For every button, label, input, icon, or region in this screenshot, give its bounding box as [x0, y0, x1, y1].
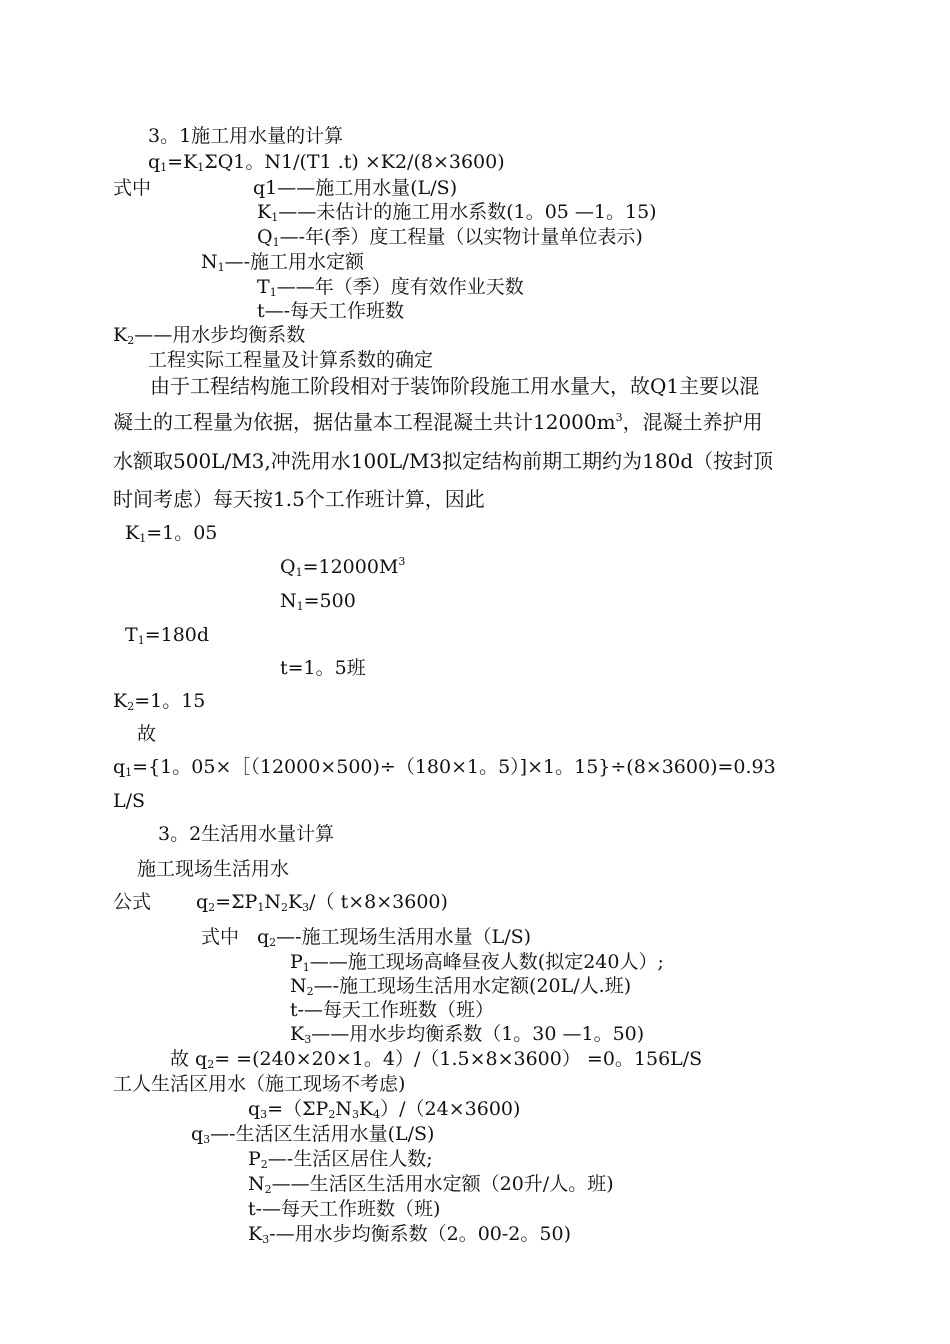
def-Q1: $Q_1—-$年(季）度工程量（以实物计量单位表示)	[257, 226, 643, 249]
para-line-1: 由于工程结构施工阶段相对于装饰阶段施工用水量大，故Q1主要以混	[150, 374, 760, 398]
subhead-quantity: 工程实际工程量及计算系数的确定	[148, 349, 434, 371]
result-q1-unit: L/S	[113, 790, 146, 812]
where-label: 式中	[113, 177, 152, 199]
def-t-2: t-—每天工作班数（班）	[290, 999, 495, 1021]
formula-q2: $q_2=\Sigma P_1N_2K_3/$（ t×8×3600)	[196, 891, 448, 914]
value-Q1: $Q_1=12000M^3$	[280, 555, 406, 579]
def-q1: q1——施工用水量(L/S)	[253, 177, 458, 199]
def-k1: $K_1——$未估计的施工用水系数(1。05 —1。15)	[257, 201, 657, 224]
def-N1: $N_1—-$施工用水定额	[201, 251, 365, 274]
therefore-label: 故	[137, 723, 157, 745]
def-q2: $q_2—-$施工现场生活用水量（L/S)	[257, 926, 532, 949]
where-label-2: 式中	[201, 926, 240, 948]
value-N1: $N_1=500$	[280, 590, 356, 613]
def-N2b: $N_2——$生活区生活用水定额（20升/人。班)	[248, 1173, 614, 1196]
def-P1: $P_1——$施工现场高峰昼夜人数(拟定240人）;	[290, 951, 664, 974]
value-t: t=1。5班	[280, 657, 366, 679]
def-K3: $K_3——$用水步均衡系数（1。30 —1。50)	[290, 1023, 645, 1046]
para-line-4: 时间考虑）每天按1.5个工作班计算，因此	[113, 487, 485, 511]
section-3-2-title: 3。2生活用水量计算	[158, 823, 335, 845]
value-K1: $K_1=1$。05	[125, 522, 218, 545]
def-t: t—-每天工作班数	[257, 300, 405, 322]
def-K3b: $K_3-—$用水步均衡系数（2。00-2。50)	[248, 1223, 571, 1246]
formula-q3: $q_3=(\Sigma P_2N_3K_4)/(24\times 3600)$	[248, 1098, 521, 1121]
def-K2: $K_2——$用水步均衡系数	[113, 324, 306, 347]
def-P2: $P_2—-$生活区居住人数;	[248, 1148, 433, 1171]
subhead-site-living: 施工现场生活用水	[137, 858, 290, 880]
living-area-head: 工人生活区用水（施工现场不考虑)	[113, 1073, 406, 1095]
def-t-3: t-—每天工作班数（班)	[248, 1198, 441, 1220]
para-line-3: 水额取500L/M3,冲洗用水100L/M3拟定结构前期工期约为180d（按封顶	[113, 449, 774, 473]
section-3-1-title: 3。1施工用水量的计算	[148, 125, 344, 147]
def-q3: $q_3—-$生活区生活用水量(L/S)	[191, 1123, 435, 1146]
def-T1: $T_1——$年（季）度有效作业天数	[257, 276, 524, 299]
result-q2: 故 $q_2= =(240\times 20\times 1$。4）/（1.5×8×3600） =0。156L/S	[170, 1048, 703, 1071]
result-q1: $q_1=\{1$。05×［（12000×500)÷（180×1。5）]×1。15}÷(8×3600)=0.93	[113, 756, 776, 779]
value-T1: $T_1=180d$	[125, 624, 210, 647]
para-line-2: 凝土的工程量为依据，据估量本工程混凝土共计$12000m^3$，混凝土养护用	[113, 410, 763, 434]
value-K2: $K_2=1$。15	[113, 690, 206, 713]
def-N2: $N_2—-$施工现场生活用水定额(20L/人.班)	[290, 975, 632, 998]
formula-q1: $q_1=K_1\Sigma Q1$。N1/(T1 .t) ×K2/(8×3600)	[148, 151, 505, 174]
formula-label: 公式	[113, 891, 152, 913]
